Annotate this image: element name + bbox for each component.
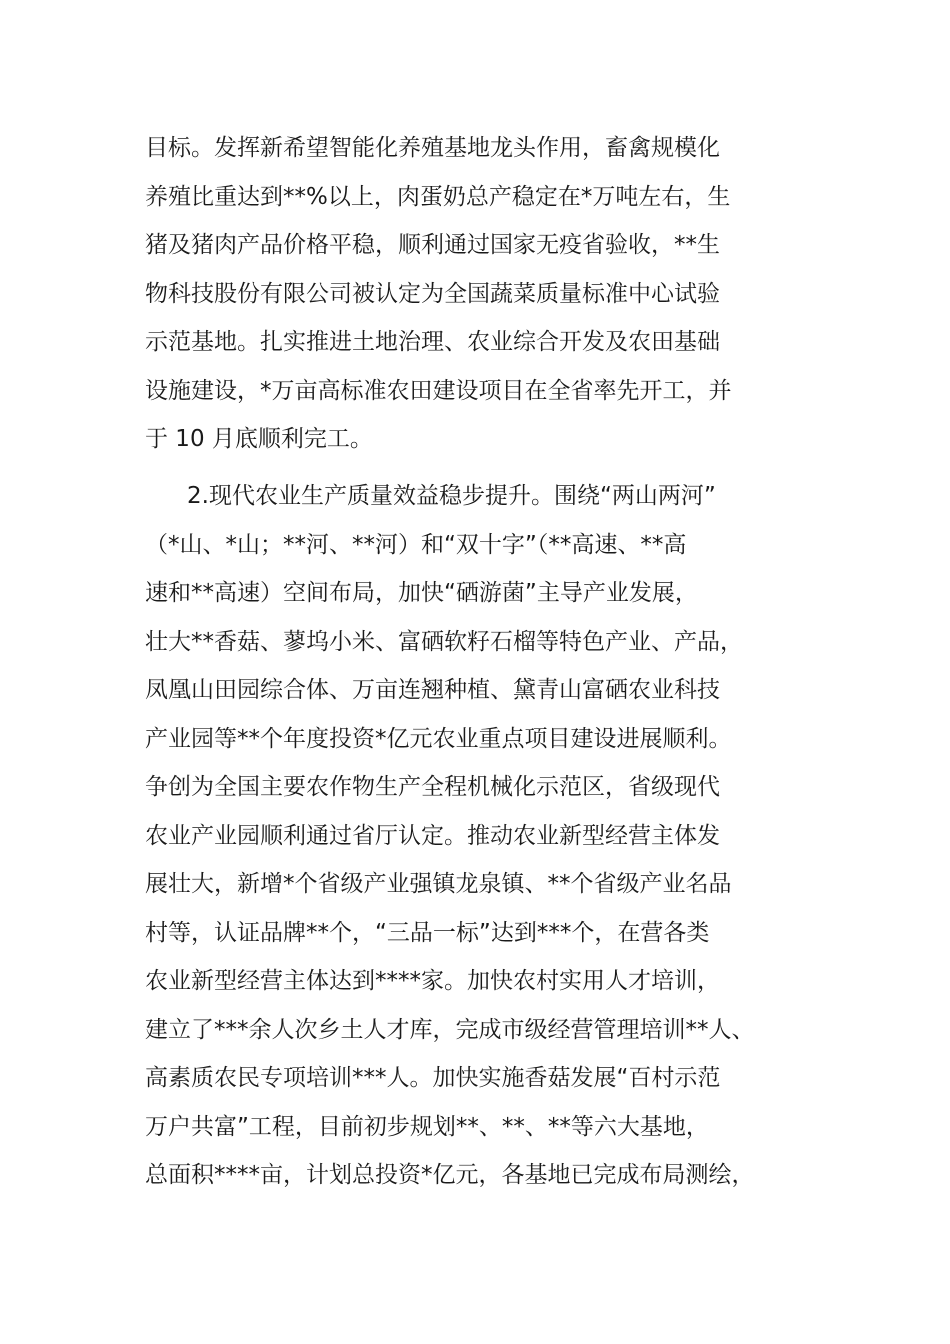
text-line: 建立了***余人次乡土人才库，完成市级经营管理培训**人、	[145, 1016, 755, 1043]
text-line: 养殖比重达到**%以上，肉蛋奶总产稳定在*万吨左右，生	[145, 183, 731, 210]
text-line: 壮大**香菇、蓼坞小米、富硒软籽石榴等特色产业、产品，	[145, 628, 743, 655]
text-line: 设施建设，*万亩高标准农田建设项目在全省率先开工，并	[145, 377, 732, 404]
paragraph-2	[145, 472, 825, 1200]
text-line: 展壮大，新增*个省级产业强镇龙泉镇、**个省级产业名品	[145, 871, 732, 897]
text-line: 村等，认证品牌**个，“三品一标”达到***个，在营各类	[145, 919, 710, 946]
text-line: 总面积****亩，计划总投资*亿元，各基地已完成布局测绘，	[145, 1162, 755, 1188]
text-line: 猪及猪肉产品价格平稳，顺利通过国家无疫省验收，**生	[145, 232, 720, 258]
text-line: 凤凰山田园综合体、万亩连翘种植、黛青山富硒农业科技	[145, 677, 720, 703]
text-line: 2.现代农业生产质量效益稳步提升。围绕“两山两河”	[187, 483, 716, 509]
text-line: 于 10 月底顺利完工。	[145, 426, 373, 452]
text-line: 示范基地。扎实推进土地治理、农业综合开发及农田基础	[145, 329, 720, 355]
text-line: （*山、*山；**河、**河）和“双十字”（**高速、**高	[145, 531, 687, 558]
paragraph-1	[145, 124, 825, 464]
text-line: 农业产业园顺利通过省厅认定。推动农业新型经营主体发	[145, 822, 720, 849]
text-line: 速和**高速）空间布局，加快“硒游菌”主导产业发展，	[145, 580, 698, 606]
text-line: 高素质农民专项培训***人。加快实施香菇发展“百村示范	[145, 1065, 721, 1091]
text-line: 农业新型经营主体达到****家。加快农村实用人才培训，	[145, 968, 720, 994]
text-line: 目标。发挥新希望智能化养殖基地龙头作用，畜禽规模化	[145, 135, 720, 161]
text-line: 物科技股份有限公司被认定为全国蔬菜质量标准中心试验	[145, 280, 720, 307]
text-line: 争创为全国主要农作物生产全程机械化示范区，省级现代	[145, 774, 720, 800]
text-line: 产业园等**个年度投资*亿元农业重点项目建设进展顺利。	[145, 725, 732, 752]
text-line: 万户共富”工程，目前初步规划**、**、**等六大基地，	[145, 1113, 709, 1140]
